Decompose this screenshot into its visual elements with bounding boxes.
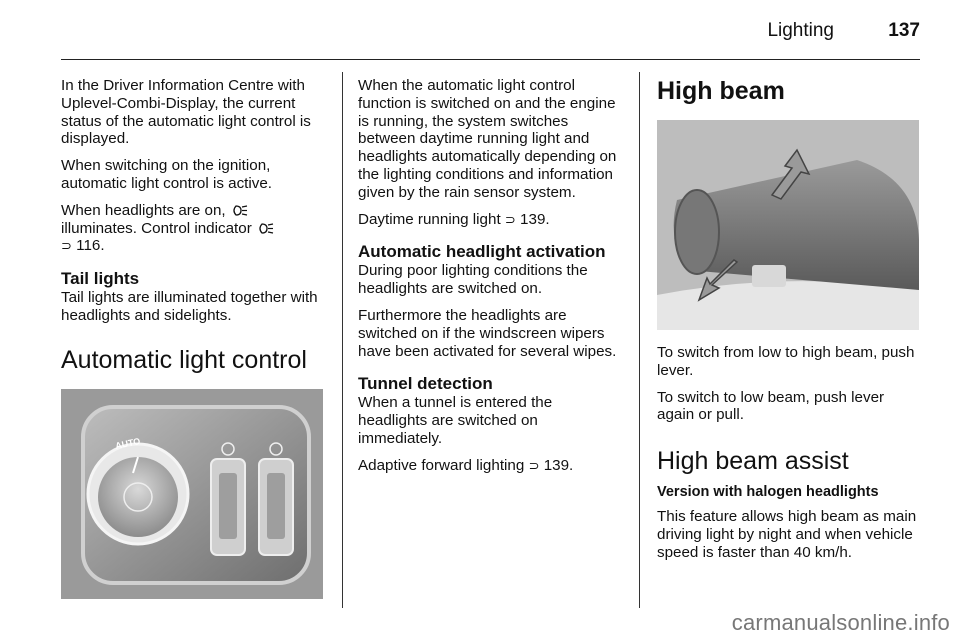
column-divider-2 bbox=[639, 72, 640, 608]
adaptive-forward-lighting-text: Adaptive forward lighting bbox=[358, 456, 525, 474]
tunnel-detection-text: When a tunnel is entered the headlights are switched on immediately. bbox=[358, 394, 553, 447]
paragraph-auto-system: When the automatic light control function is switched on and the engine is running, the system switches between daytime running light and headlights automatically depending on the lighting conditions and information given by the rain sensor system. bbox=[358, 77, 617, 201]
page-reference-icon[interactable]: ⊃ bbox=[528, 457, 540, 473]
page-reference-139[interactable]: 139. bbox=[520, 210, 550, 228]
headlights-on-text: When headlights are on, bbox=[61, 201, 226, 219]
halogen-version-subheading: Version with halogen headlights bbox=[657, 484, 879, 501]
page-number: 137 bbox=[888, 20, 920, 41]
column-divider-1 bbox=[342, 72, 343, 608]
tail-lights-heading: Tail lights bbox=[61, 269, 140, 289]
page-reference-icon[interactable]: ⊃ bbox=[504, 211, 516, 227]
column-2 bbox=[358, 77, 624, 484]
paragraph-daytime bbox=[358, 211, 624, 229]
paragraph-dic-status: In the Driver Information Centre with Uplevel-Combi-Display, the current status of the automatic light control is displayed. bbox=[61, 77, 311, 148]
high-beam-heading: High beam bbox=[657, 77, 785, 105]
page-header bbox=[0, 0, 960, 64]
high-beam-paragraph-1: To switch from low to high beam, push lever. bbox=[657, 344, 915, 379]
daytime-running-light-text: Daytime running light bbox=[358, 210, 501, 228]
control-indicator-icon bbox=[256, 223, 274, 234]
high-beam-assist-heading: High beam assist bbox=[657, 447, 849, 476]
section-title: Lighting bbox=[767, 20, 834, 41]
automatic-headlight-activation-heading: Automatic headlight activation bbox=[358, 242, 606, 262]
light-switch-illustration bbox=[61, 389, 323, 599]
paragraph-headlights-on bbox=[61, 202, 329, 255]
high-beam-assist-text: This feature allows high beam as main driving light by night and when vehicle speed is faster than 40 km/h. bbox=[657, 507, 917, 561]
automatic-light-control-heading: Automatic light control bbox=[61, 345, 307, 374]
headlight-icon bbox=[230, 205, 248, 216]
activation-paragraph-1: During poor lighting conditions the headlights are switched on. bbox=[358, 262, 588, 298]
page-reference-139-adaptive[interactable]: 139. bbox=[543, 456, 574, 474]
paragraph-adaptive bbox=[358, 457, 624, 475]
activation-paragraph-2: Furthermore the headlights are switched on if the windscreen wipers have been activated for several wipes. bbox=[358, 306, 617, 360]
tunnel-detection-heading: Tunnel detection bbox=[358, 374, 493, 394]
high-beam-lever-illustration bbox=[657, 120, 919, 330]
auto-label: AUTO bbox=[114, 435, 142, 451]
column-3 bbox=[657, 76, 923, 570]
header-rule bbox=[61, 59, 920, 60]
page-reference-116[interactable]: 116. bbox=[76, 237, 105, 255]
column-1 bbox=[61, 77, 329, 599]
tail-lights-text: Tail lights are illuminated together with headlights and sidelights. bbox=[61, 289, 318, 324]
paragraph-ignition: When switching on the ignition, automatic light control is active. bbox=[61, 157, 273, 192]
high-beam-paragraph-2: To switch to low beam, push lever again or pull. bbox=[657, 388, 885, 424]
illuminates-text: illuminates. Control indicator bbox=[61, 219, 252, 237]
watermark: carmanualsonline.info bbox=[731, 610, 950, 635]
page-reference-icon[interactable]: ⊃ bbox=[61, 238, 72, 254]
